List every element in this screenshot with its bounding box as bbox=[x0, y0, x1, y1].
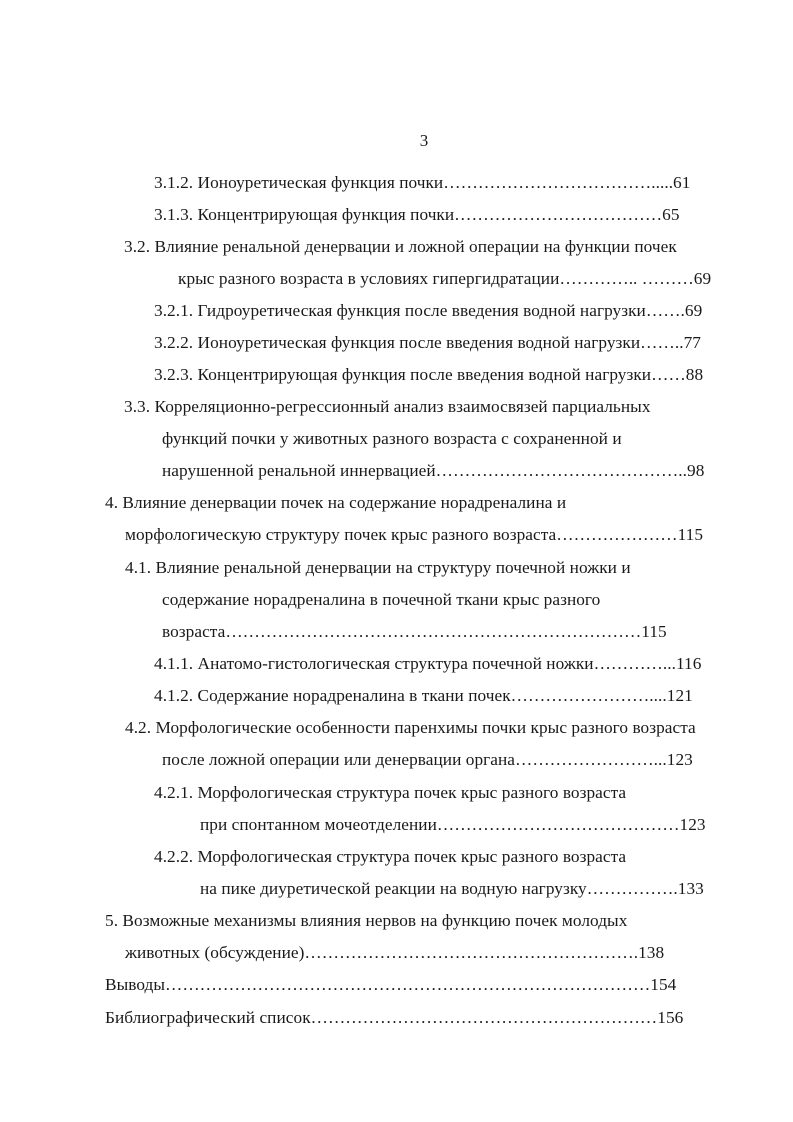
toc-line: морфологическую структуру почек крыс разного возраста…………………115 bbox=[125, 525, 704, 544]
toc-line: при спонтанном мочеотделении……………………………………123 bbox=[200, 815, 706, 834]
toc-line: животных (обсуждение)………………………………………………….138 bbox=[125, 943, 665, 962]
toc-line: возраста………………………………………………………………115 bbox=[162, 622, 667, 641]
toc-line: 3.1.2. Ионоуретическая функция почки……………………………….....61 bbox=[154, 173, 691, 192]
toc-line: 4. Влияние денервации почек на содержание норадреналина и bbox=[105, 493, 567, 512]
toc-line: 3.1.3. Концентрирующая функция почки………………………………65 bbox=[154, 205, 680, 224]
toc-line: 3.2. Влияние ренальной денервации и ложной операции на функции почек bbox=[124, 237, 677, 256]
toc-line: нарушенной ренальной иннервацией……………………………………..98 bbox=[162, 461, 705, 480]
toc-line: 5. Возможные механизмы влияния нервов на функцию почек молодых bbox=[105, 911, 628, 930]
toc-line: содержание норадреналина в почечной ткани крыс разного bbox=[162, 590, 601, 609]
toc-line: Библиографический список……………………………………………………156 bbox=[105, 1008, 684, 1027]
toc-line: 4.1.1. Анатомо-гистологическая структура почечной ножки…………...116 bbox=[154, 654, 702, 673]
toc-line: 4.1. Влияние ренальной денервации на структуру почечной ножки и bbox=[125, 558, 631, 577]
toc-line: 3.2.3. Концентрирующая функция после введения водной нагрузки……88 bbox=[154, 365, 704, 384]
page-number: 3 bbox=[419, 131, 429, 150]
toc-line: 4.2.1. Морфологическая структура почек крыс разного возраста bbox=[154, 783, 627, 802]
toc-line: 4.2.2. Морфологическая структура почек крыс разного возраста bbox=[154, 847, 627, 866]
toc-line: функций почки у животных разного возраста с сохраненной и bbox=[162, 429, 622, 448]
toc-line: 3.2.2. Ионоуретическая функция после введения водной нагрузки……..77 bbox=[154, 333, 701, 352]
toc-line: 4.1.2. Содержание норадреналина в ткани почек……………………....121 bbox=[154, 686, 693, 705]
toc-line: Выводы…………………………………………………………………………154 bbox=[105, 975, 677, 994]
toc-line: на пике диуретической реакции на водную нагрузку…………….133 bbox=[200, 879, 704, 898]
toc-line: крыс разного возраста в условиях гипергидратации………….. ………69 bbox=[178, 269, 712, 288]
toc-line: после ложной операции или денервации органа……………………...123 bbox=[162, 750, 693, 769]
toc-line: 3.2.1. Гидроуретическая функция после введения водной нагрузки…….69 bbox=[154, 301, 703, 320]
toc-line: 3.3. Корреляционно-регрессионный анализ взаимосвязей парциальных bbox=[124, 397, 651, 416]
toc-line: 4.2. Морфологические особенности паренхимы почки крыс разного возраста bbox=[125, 718, 696, 737]
